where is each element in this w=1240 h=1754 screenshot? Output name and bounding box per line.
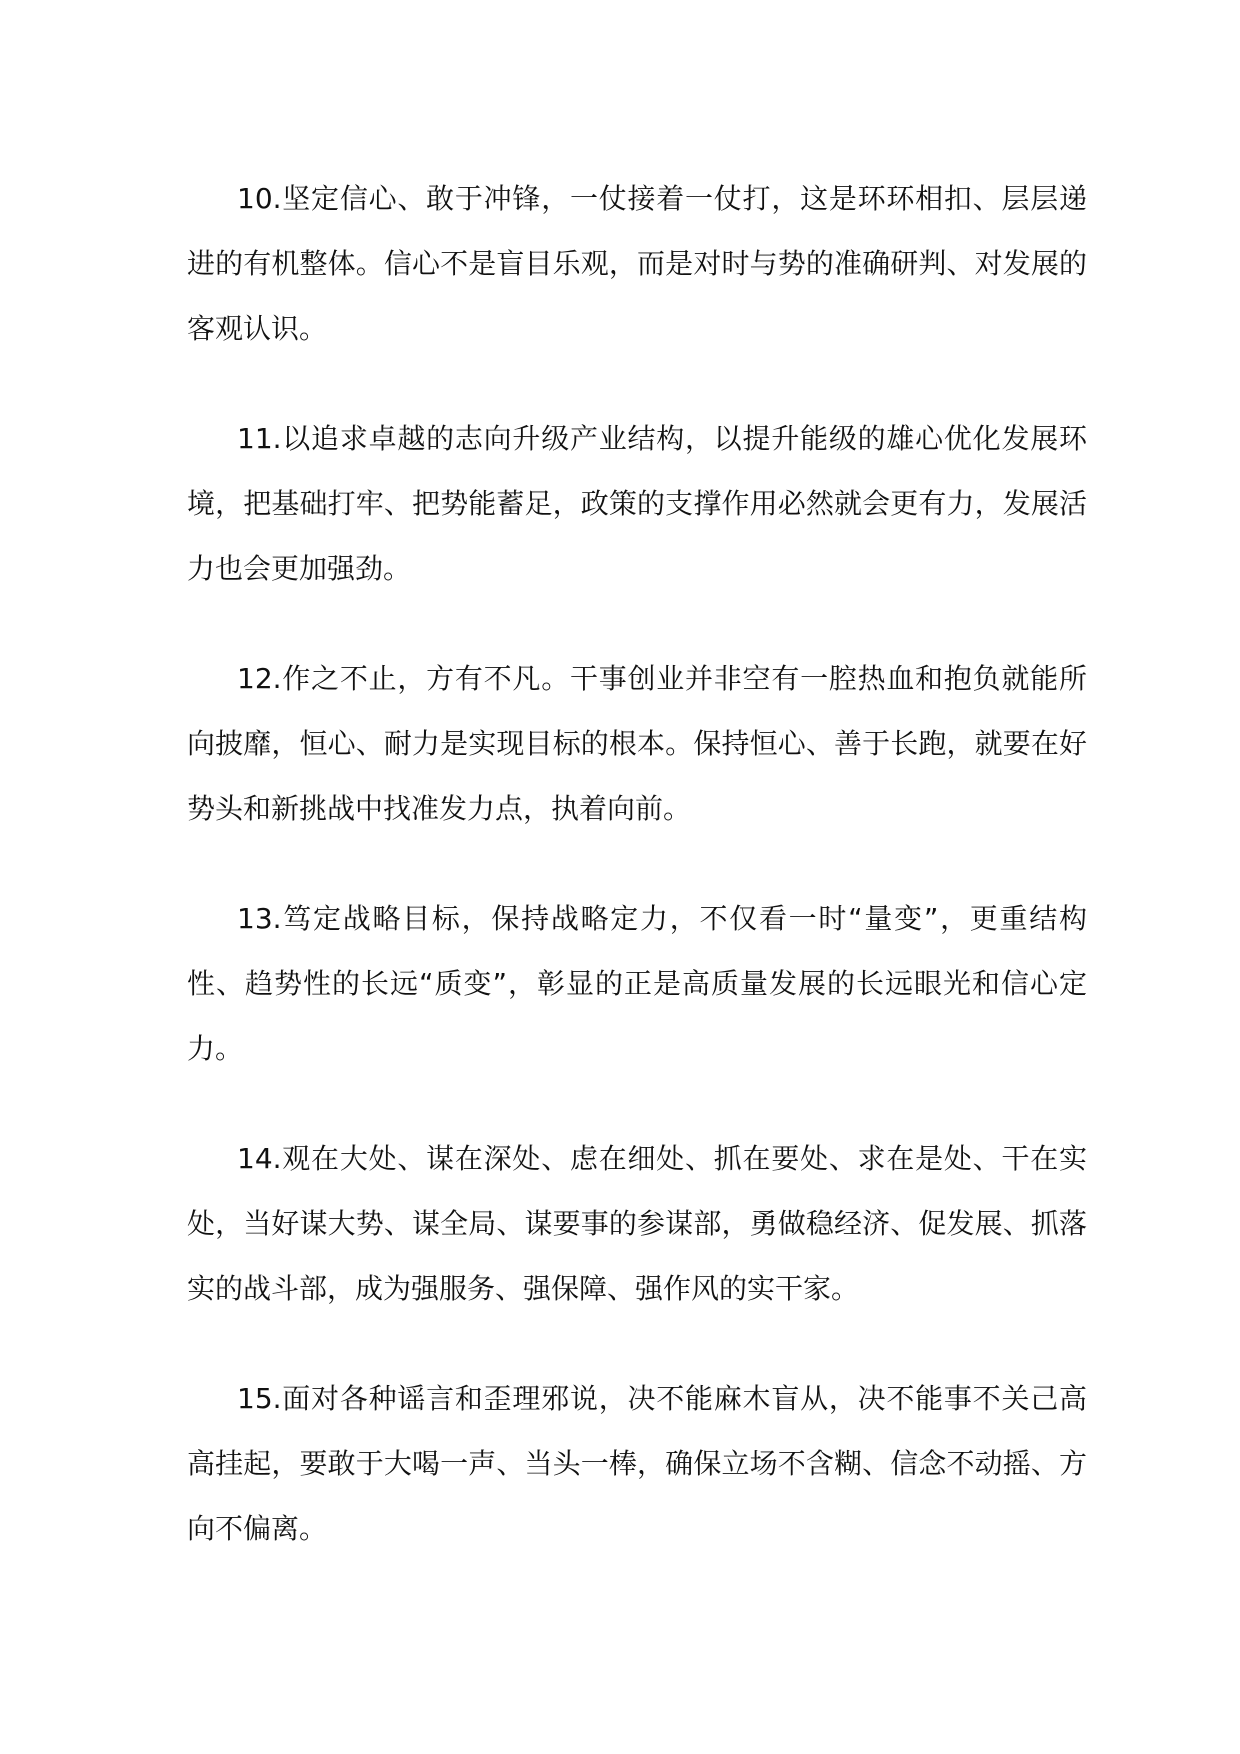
- paragraph-14: 14.观在大处、谋在深处、虑在细处、抓在要处、求在是处、干在实处，当好谋大势、谋全局、谋要事的参谋部，勇做稳经济、促发展、抓落实的战斗部，成为强服务、强保障、强作风的实干家。: [187, 1142, 1087, 1305]
- document-body: [187, 166, 1087, 1606]
- paragraph-12: 12.作之不止，方有不凡。干事创业并非空有一腔热血和抱负就能所向披靡，恒心、耐力是实现目标的根本。保持恒心、善于长跑，就要在好势头和新挑战中找准发力点，执着向前。: [187, 662, 1087, 825]
- paragraph-13: 13.笃定战略目标，保持战略定力，不仅看一时“量变”，更重结构性、趋势性的长远“质变”，彰显的正是高质量发展的长远眼光和信心定力。: [187, 902, 1087, 1065]
- paragraph-11: 11.以追求卓越的志向升级产业结构，以提升能级的雄心优化发展环境，把基础打牢、把势能蓄足，政策的支撑作用必然就会更有力，发展活力也会更加强劲。: [187, 422, 1087, 585]
- paragraph-10: 10.坚定信心、敢于冲锋，一仗接着一仗打，这是环环相扣、层层递进的有机整体。信心不是盲目乐观，而是对时与势的准确研判、对发展的客观认识。: [187, 182, 1087, 345]
- paragraph-15: 15.面对各种谣言和歪理邪说，决不能麻木盲从，决不能事不关己高高挂起，要敢于大喝一声、当头一棒，确保立场不含糊、信念不动摇、方向不偏离。: [187, 1382, 1087, 1545]
